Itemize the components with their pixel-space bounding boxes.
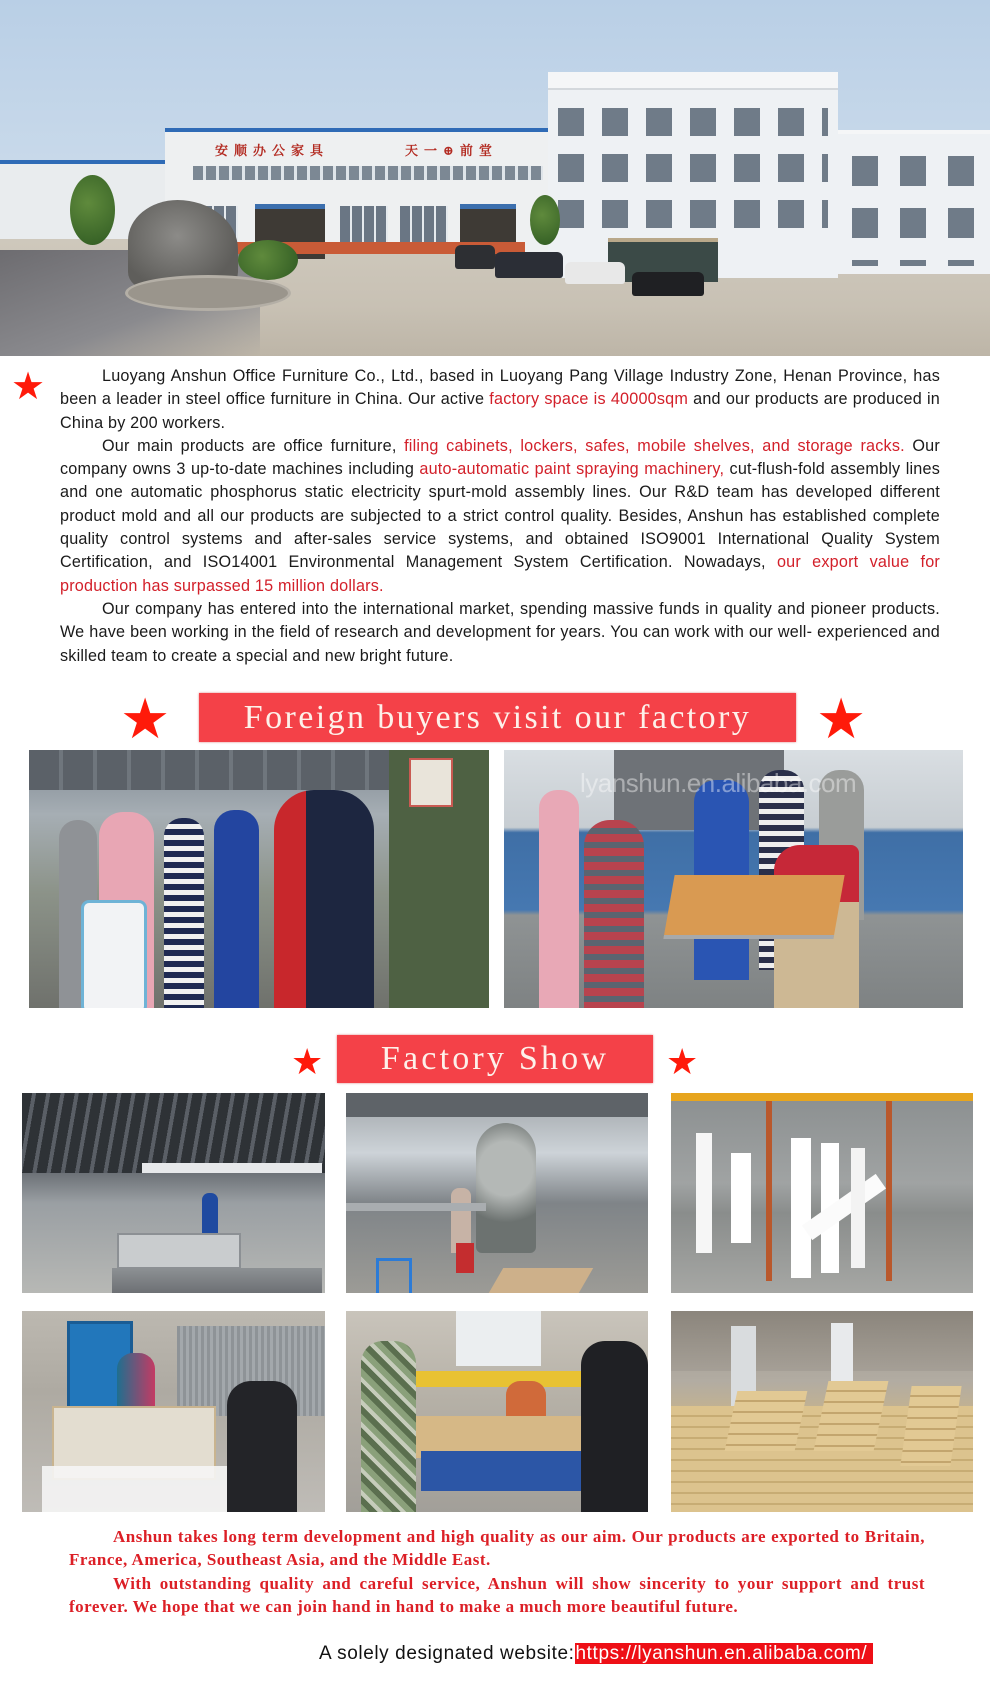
car	[495, 252, 563, 278]
factory-photo-wrapping	[22, 1311, 325, 1512]
intro-highlight: auto-automatic paint spraying machinery,	[419, 460, 725, 479]
person	[539, 790, 579, 1008]
workbench	[346, 1203, 486, 1211]
desk	[663, 875, 844, 939]
window	[400, 206, 448, 242]
handbag	[81, 900, 147, 1008]
roof-trusses	[22, 1093, 325, 1173]
packing-table	[421, 1451, 596, 1491]
office-roof	[548, 72, 838, 90]
annex-windows	[852, 156, 982, 266]
white-panel	[851, 1148, 865, 1268]
worker-legs	[456, 1243, 474, 1273]
visitor-photo-2	[504, 750, 963, 1008]
intro-highlight: filing cabinets, lockers, safes, mobile shelves, and storage racks.	[404, 436, 905, 455]
window	[340, 206, 388, 242]
building-sign-left: 安顺办公家具	[215, 144, 330, 159]
white-panel	[696, 1133, 712, 1253]
worker	[581, 1341, 648, 1512]
window-light	[456, 1311, 541, 1366]
wood-plank	[489, 1268, 593, 1293]
closing-statement	[69, 1525, 925, 1618]
intro-paragraph-3	[60, 598, 940, 668]
company-intro	[60, 365, 940, 668]
warehouse-wall	[671, 1311, 973, 1371]
intro-highlight: our export value for production has surpassed 15 million dollars.	[60, 553, 940, 595]
building-sign-right: 天一⊕前堂	[405, 144, 498, 159]
worker	[227, 1381, 297, 1512]
metal-frame	[112, 1268, 322, 1293]
worker	[202, 1193, 218, 1233]
annex-building	[838, 130, 990, 274]
intro-paragraph-1	[60, 365, 940, 435]
factory-photo-coating-line	[671, 1093, 973, 1293]
tree	[70, 175, 115, 245]
star-icon: ★	[291, 1041, 324, 1082]
section-title-factory-show: Factory Show	[337, 1035, 653, 1083]
worker	[361, 1341, 416, 1512]
intro-text: Our main products are office furniture,	[102, 436, 405, 455]
tree	[530, 195, 560, 245]
star-icon: ★	[816, 687, 867, 750]
intro-text: cut-flush-fold assembly lines and one automatic phosphorus static electricity spurt-mold assembly lines. Our R&D team has developed different product mold and all our products are subjected to a strict control quality. Besides, Anshun has established complete quality control systems and after-sales service systems, and obtained ISO9001 International Quality System Certification, and ISO14001 Environmental Management System Certification. Nowadays,	[60, 460, 940, 572]
overhead-conveyor	[671, 1093, 973, 1101]
intro-paragraph-2	[60, 435, 940, 598]
factory-exterior-photo	[0, 0, 990, 356]
factory-photo-workshop-hall	[22, 1093, 325, 1293]
intro-text: and our products are produced in China by 200 workers.	[60, 390, 940, 432]
factory-photo-packed-cartons	[671, 1311, 973, 1512]
star-icon: ★	[11, 366, 46, 408]
window-row	[193, 166, 543, 180]
white-panel	[731, 1153, 751, 1243]
skylight	[142, 1163, 322, 1173]
star-icon: ★	[666, 1041, 699, 1082]
intro-highlight: factory space is 40000sqm	[489, 390, 689, 409]
office-windows	[558, 108, 828, 238]
website-label: A solely designated website:	[319, 1643, 575, 1664]
steel-post	[886, 1101, 892, 1281]
intro-text: Luoyang Anshun Office Furniture Co., Ltd., based in Luoyang Pang Village Industry Zone, Henan Province, has been a leader in steel office furniture in China. Our active	[60, 367, 940, 409]
punch-press-machine	[476, 1123, 536, 1253]
steel-post	[766, 1101, 772, 1281]
person	[164, 818, 204, 1008]
intro-text: Our company owns 3 up-to-date machines including	[60, 436, 940, 479]
ceiling	[346, 1093, 648, 1117]
person	[584, 820, 644, 1008]
star-icon: ★	[120, 687, 171, 750]
white-panel	[791, 1138, 811, 1278]
website-link[interactable]: https://lyanshun.en.alibaba.com/	[575, 1643, 874, 1666]
car	[565, 262, 625, 284]
white-panel	[802, 1174, 886, 1240]
person	[214, 810, 259, 1008]
factory-photo-punch-press	[346, 1093, 648, 1293]
rock-pond	[125, 275, 291, 311]
closing-paragraph-1: Anshun takes long term development and high quality as our aim. Our products are exported to Britain, France, America, Southeast Asia, and the Middle East.	[69, 1527, 925, 1570]
yellow-frame	[411, 1371, 586, 1387]
person	[274, 790, 374, 1008]
car	[632, 272, 704, 296]
office-building	[548, 88, 838, 278]
website-line	[319, 1643, 873, 1665]
stool	[376, 1258, 412, 1293]
watermark: lyanshun.en.alibaba.com	[580, 768, 857, 798]
closing-paragraph-2: With outstanding quality and careful service, Anshun will show sincerity to your support and trust forever. We hope that we can join hand in hand to make a much more beautiful future.	[69, 1573, 925, 1616]
notice-board	[409, 758, 453, 807]
intro-text: Our company has entered into the international market, spending massive funds in quality and pioneer products. We have been working in the field of research and development for years. You can work with our well- experienced and skilled team to create a special and new bright future.	[60, 599, 940, 665]
shrub	[238, 240, 298, 280]
factory-photo-packing-table	[346, 1311, 648, 1512]
visitor-photo-1	[29, 750, 489, 1008]
metal-panels	[117, 1233, 241, 1269]
section-title-foreign-buyers: Foreign buyers visit our factory	[199, 693, 796, 742]
carton-stack	[725, 1391, 808, 1451]
car	[455, 245, 495, 269]
